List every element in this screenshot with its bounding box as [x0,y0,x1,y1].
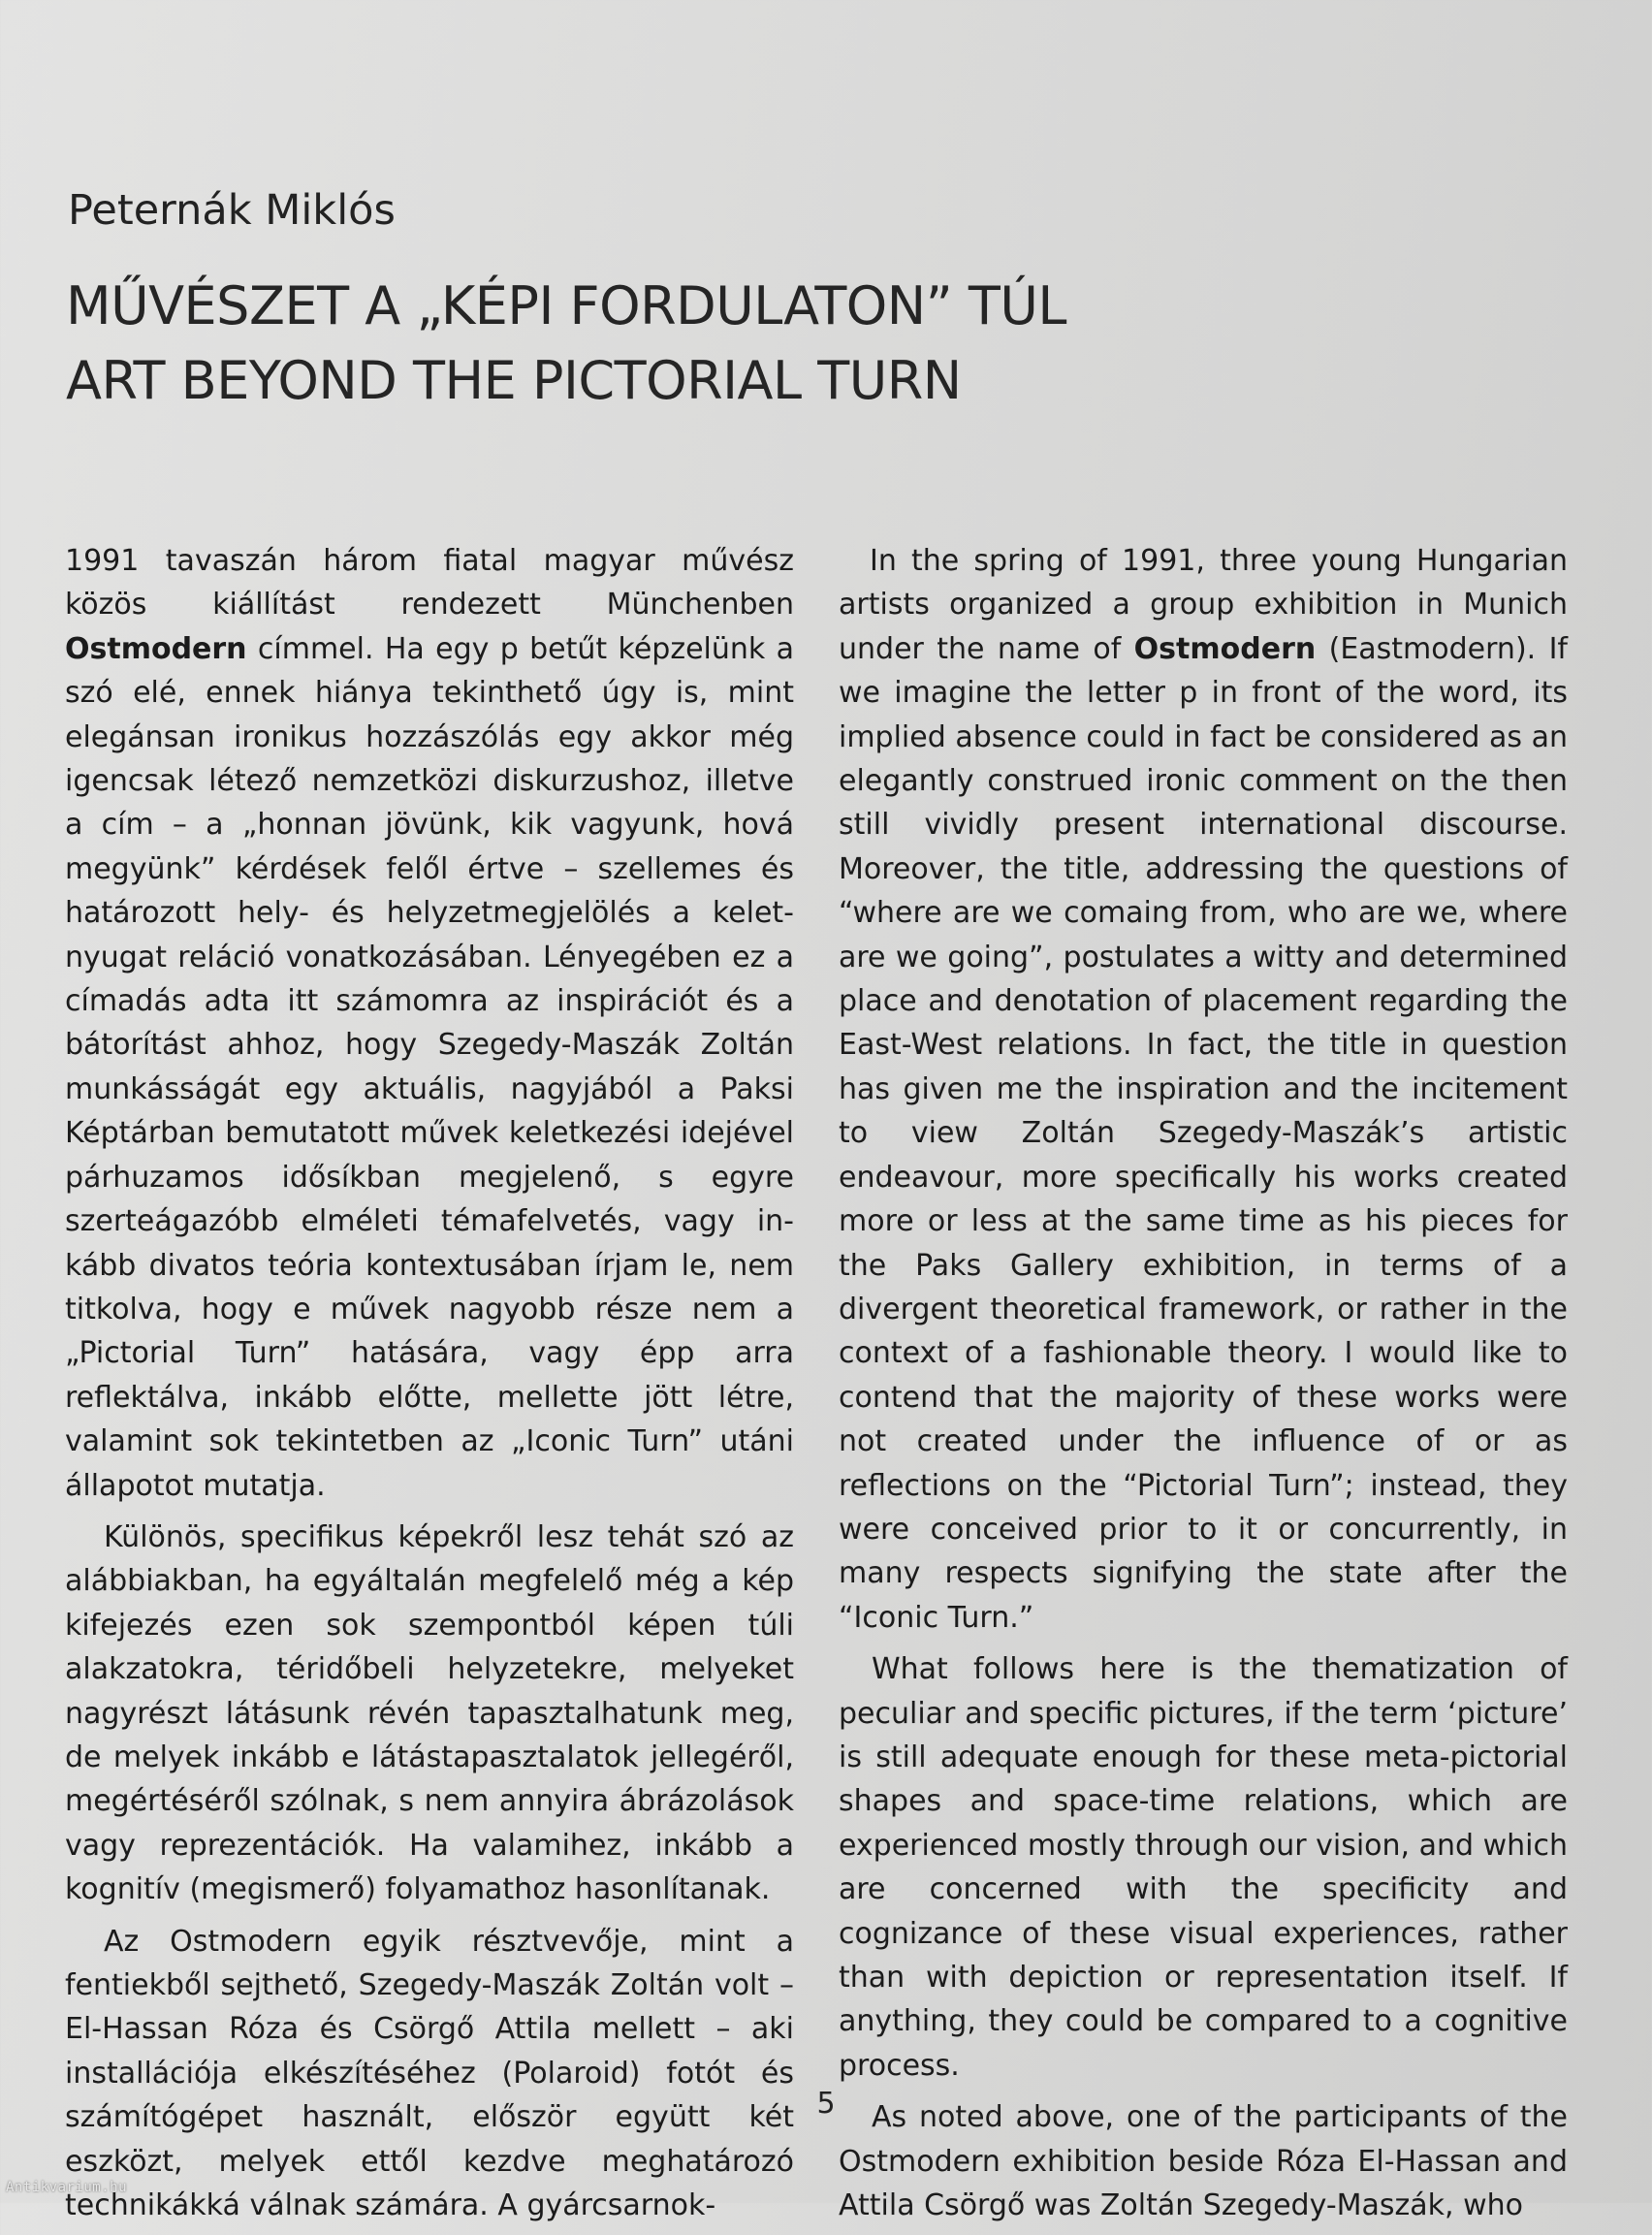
title-english: ART BEYOND THE PICTORIAL TURN [66,350,962,411]
english-paragraph-1-text-b: (Eastmodern). If we imagine the letter p in front of the word, its implied absence could in fact be considered as an elegantly construed ironic comment on the then still vividly present international discourse. Moreover, the title, addressing the questions of “where are we comaing from, who are we, where are we going”, postulates a witty and determined place and denotation of placement regarding the East-West relations. In fact, the title in question has given me the inspiration and the incitement to view Zoltán Szegedy-Maszák’s artistic endeavour, more specifically his works created more or less at the same time as his pieces for the Paks Gallery exhibition, in terms of a divergent theoretical framework, or rather in the context of a fashionable theory. I would like to contend that the majority of these works were not created under the influence of or as reflections on the “Pictorial Turn”; instead, they were conceived prior to it or concurrently, in many respects signifying the state after the “Iconic Turn.” [839,631,1568,1635]
english-paragraph-1-text-a: In the spring of 1991, three young Hungarian artists organized a group exhibition in Munich under the name of [839,544,1568,666]
hungarian-paragraph-1-text-a: 1991 tavaszán három fiatal magyar művész közös kiállítást rendezett Münchenben [65,544,794,623]
hungarian-column [65,539,794,2235]
english-paragraph-1 [839,539,1568,1640]
title-hungarian: MŰVÉSZET A „KÉPI FORDULATON” TÚL [66,275,1066,336]
hungarian-exhibition-name: Ostmodern [65,631,247,666]
hungarian-paragraph-2: Különös, specifikus képekről lesz tehát szó az alábbiakban, ha egyáltalán megfelelő még a kép kifejezés ezen sok szempontból képen túli alakzatokra, téridőbeli helyzetekre, melyeket nagyrészt látásunk révén tapasztalhatunk meg, de melyek inkább e látástapasztalatok jellegéről, megértéséről szólnak, s nem annyira ábrázolások vagy reprezentációk. Ha valamihez, inkább a kognitív (megismerő) folyamathoz hasonlítanak. [65,1519,794,1907]
author-name: Peternák Miklós [68,186,396,235]
english-paragraph-3: As noted above, one of the participants of the Ostmodern exhibition beside Róza El-Hassan and Attila Csörgő was Zoltán Szegedy-Maszák, who [839,2100,1568,2223]
english-exhibition-name: Ostmodern [1133,631,1317,666]
english-column [839,539,1568,2235]
hungarian-paragraph-1 [65,539,794,1508]
english-paragraph-2: What follows here is the thematization of peculiar and specific pictures, if the term ‘picture’ is still adequate enough for these meta-pictorial shapes and space-time relations, which are experienced mostly through our vision, and which are concerned with the specificity and cognizance of these visual experiences, rather than with depiction or representation itself. If anything, they could be compared to a cognitive process. [839,1652,1568,2083]
hungarian-paragraph-1-text-b: címmel. Ha egy p betűt képzelünk a szó elé, ennek hiánya tekinthető úgy is, mint elegánsan ironikus hozzászólás egy akkor még igencsak létező nemzetközi diskurzushoz, illetve a cím – a „honnan jövünk, kik vagyunk, hová megyünk” kérdések felől értve – szellemes és határozott hely- és helyzetmegjelölés a kelet-nyugat reláció vonatkozásában. Lényegében ez a címadás adta itt számomra az inspirációt és a bátorítást ahhoz, hogy Szegedy-Maszák Zoltán munkásságát egy aktuális, nagyjából a Paksi Képtárban bemutatott művek keletkezési idejével párhuzamos idősíkban megjelenő, s egyre szerteágazóbb elméleti témafelvetés, vagy inkább divatos teória kontextusában írjam le, nem titkolva, hogy e művek nagyobb része nem a „Pictorial Turn” hatására, vagy épp arra reflektálva, inkább előtte, mellette jött létre, valamint sok tekintetben az „Iconic Turn” utáni állapotot mutatja. [65,631,794,1503]
hungarian-paragraph-3: Az Ostmodern egyik résztvevője, mint a fentiekből sejthető, Szegedy-Maszák Zoltán volt – El-Hassan Róza és Csörgő Attila mellett – aki installációja elkészítéséhez (Polaroid) fotót és számítógépet használt, először együtt két eszközt, melyek ettől kezdve meghatározó technikákká válnak számára. A gyárcsarnok- [65,1924,794,2223]
watermark: Antikvarium.hu [6,2180,128,2195]
page-number: 5 [816,2087,836,2121]
